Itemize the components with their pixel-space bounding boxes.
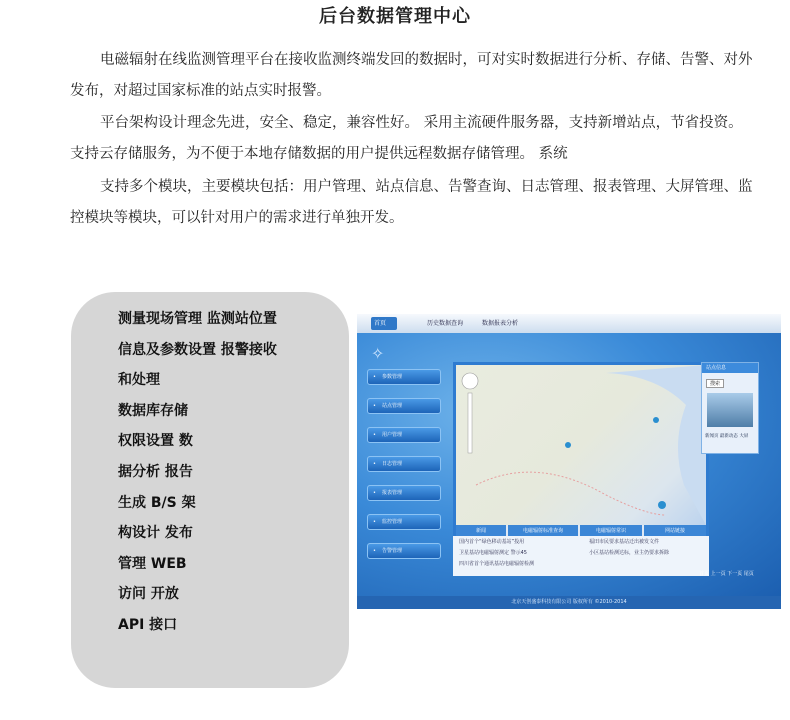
news-item: 小区基站检测达标，业主仍要求拆除: [589, 550, 670, 556]
search-button: 搜索: [706, 379, 724, 388]
map-nav-icon: [462, 373, 478, 389]
station-info-panel: [701, 362, 759, 454]
station-marker: [565, 442, 571, 448]
app-logo-icon: ✧: [371, 344, 385, 363]
app-menu: [367, 369, 441, 572]
map-panel: [453, 362, 709, 540]
tab-report: 数据报表分析: [482, 320, 519, 327]
feature-list: [118, 304, 338, 641]
device-photo: [707, 393, 753, 427]
feature-item: 权限设置 数: [118, 433, 193, 450]
news-item: 福田市民要求基站迁出被发文件: [589, 539, 660, 545]
feature-item: 构设计 发布: [118, 525, 193, 542]
app-topbar: [357, 314, 781, 334]
paragraph-3: 支持多个模块，主要模块包括：用户管理、站点信息、告警查询、日志管理、报表管理、大屏管理、监控模块等模块，可以针对用户的需求进行单独开发。: [70, 179, 753, 226]
platform-screenshot: [357, 314, 781, 609]
station-marker: [658, 501, 666, 509]
paragraph-1: 电磁辐射在线监测管理平台在接收监测终端发回的数据时，可对实时数据进行分析、存储、告警、对外发布，对超过国家标准的站点实时报警。: [70, 52, 753, 99]
paragraph-2: 平台架构设计理念先进，安全、稳定，兼容性好。 采用主流硬件服务器，支持新增站点，节省投资。 支持云存储服务，为不便于本地存储数据的用户提供远程数据存储管理。 系统: [70, 115, 743, 162]
news-item: 卫星基站电磁辐射测定 警示45: [459, 550, 527, 556]
device-caption: 新闻页 最新动态 大屏: [705, 434, 749, 439]
menu-item: • 日志管理: [367, 456, 441, 472]
app-footer: 北京天创盛泰科技有限公司 版权所有 ©2010-2014: [357, 596, 781, 609]
map-tab: 电磁辐射标准查询: [508, 525, 578, 537]
station-info-title: 站点信息: [702, 363, 758, 373]
menu-item: • 用户管理: [367, 427, 441, 443]
menu-item: • 监控管理: [367, 514, 441, 530]
feature-item: API 接口: [118, 616, 178, 633]
page-title: 后台数据管理中心: [319, 6, 471, 27]
feature-item: 生成 B/S 架: [118, 494, 196, 511]
feature-item: 数据库存储: [118, 402, 188, 419]
map-tab: 电磁辐射常识: [580, 525, 642, 537]
menu-item: • 站点管理: [367, 398, 441, 414]
feature-item: 据分析 报告: [118, 463, 193, 480]
feature-item: 管理 WEB: [118, 555, 187, 572]
map-tab: 网站链接: [644, 525, 706, 537]
tab-home-label: 首页: [374, 320, 387, 327]
feature-item: 测量现场管理 监测站位置: [118, 311, 277, 327]
menu-item: • 告警管理: [367, 543, 441, 559]
feature-item: 信息及参数设置 报警接收: [118, 341, 277, 358]
news-list: [453, 536, 709, 576]
feature-item: 和处理: [118, 372, 160, 389]
menu-item: • 参数管理: [367, 369, 441, 385]
pager: 首页 上一页 下一页 尾页: [699, 571, 754, 577]
menu-item: • 报表管理: [367, 485, 441, 501]
map-graphic: [456, 365, 706, 525]
map-tab: 新闻: [456, 525, 506, 537]
news-item: 国内首个“绿色移动基站”投用: [459, 539, 525, 545]
border-line: [476, 472, 666, 515]
feature-item: 访问 开放: [118, 586, 179, 603]
china-map: [456, 365, 706, 525]
sea-area: [606, 365, 706, 525]
tab-history: 历史数据查询: [427, 320, 464, 327]
zoom-slider: [468, 393, 472, 453]
news-item: 四川省首个通讯基站电磁辐射检测: [459, 561, 535, 567]
station-marker: [653, 417, 659, 423]
